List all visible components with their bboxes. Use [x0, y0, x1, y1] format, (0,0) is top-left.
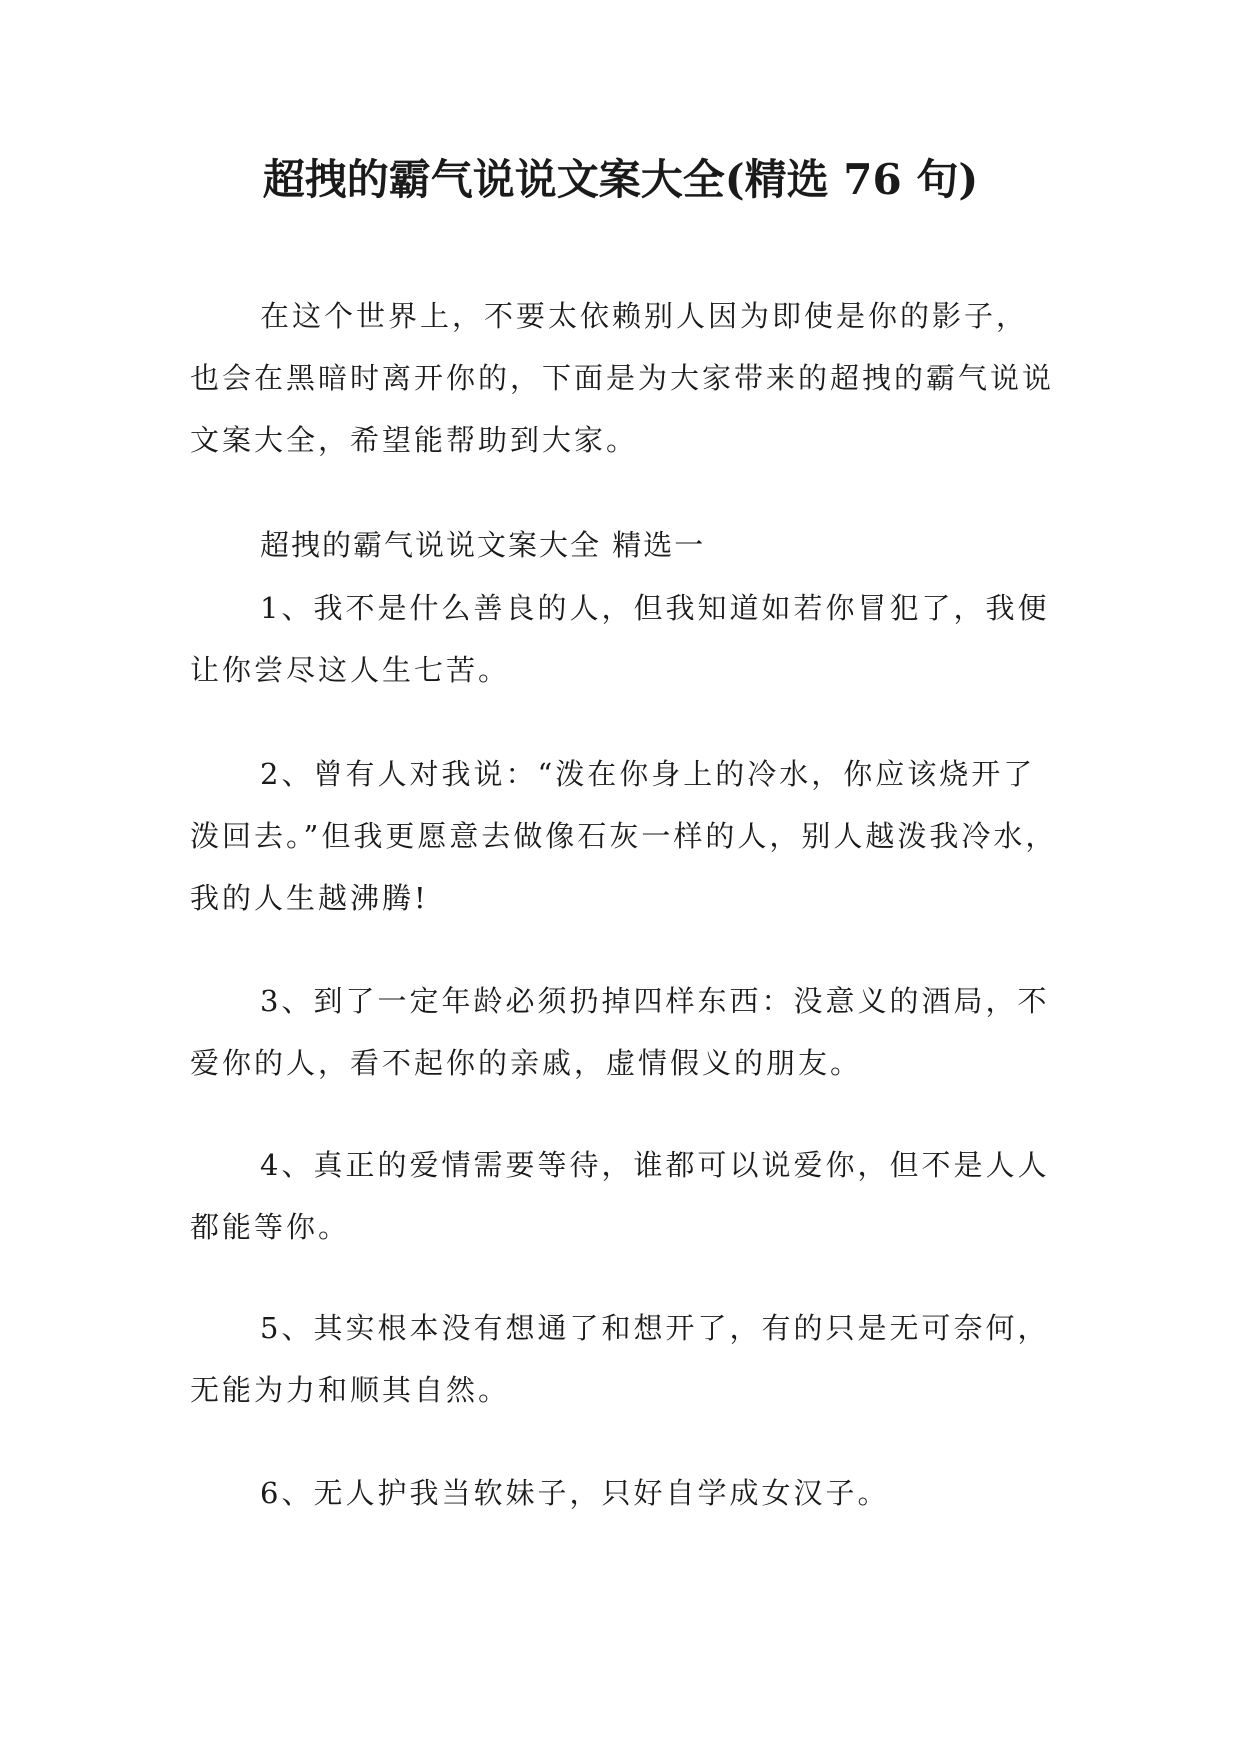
list-item: 3、到了一定年龄必须扔掉四样东西：没意义的酒局，不爱你的人，看不起你的亲戚，虚情假义的朋友。: [190, 984, 1050, 1080]
list-item: 6、无人护我当软妹子，只好自学成女汉子。: [260, 1476, 890, 1510]
intro-paragraph: 在这个世界上，不要太依赖别人因为即使是你的影子，也会在黑暗时离开你的，下面是为大家带来的超拽的霸气说说文案大全，希望能帮助到大家。: [190, 299, 1055, 457]
list-item: 4、真正的爱情需要等待，谁都可以说爱你，但不是人人都能等你。: [190, 1148, 1050, 1244]
list-item: 1、我不是什么善良的人，但我知道如若你冒犯了，我便让你尝尽这人生七苦。: [190, 591, 1050, 687]
list-item: 5、其实根本没有想通了和想开了，有的只是无可奈何，无能为力和顺其自然。: [190, 1311, 1050, 1407]
list-item: 2、曾有人对我说：“泼在你身上的冷水，你应该烧开了泼回去。”但我更愿意去做像石灰一样的人，别人越泼我冷水，我的人生越沸腾!: [190, 757, 1058, 915]
document-title: 超拽的霸气说说文案大全(精选 76 句): [262, 155, 979, 204]
section-heading: 超拽的霸气说说文案大全 精选一: [260, 528, 706, 562]
